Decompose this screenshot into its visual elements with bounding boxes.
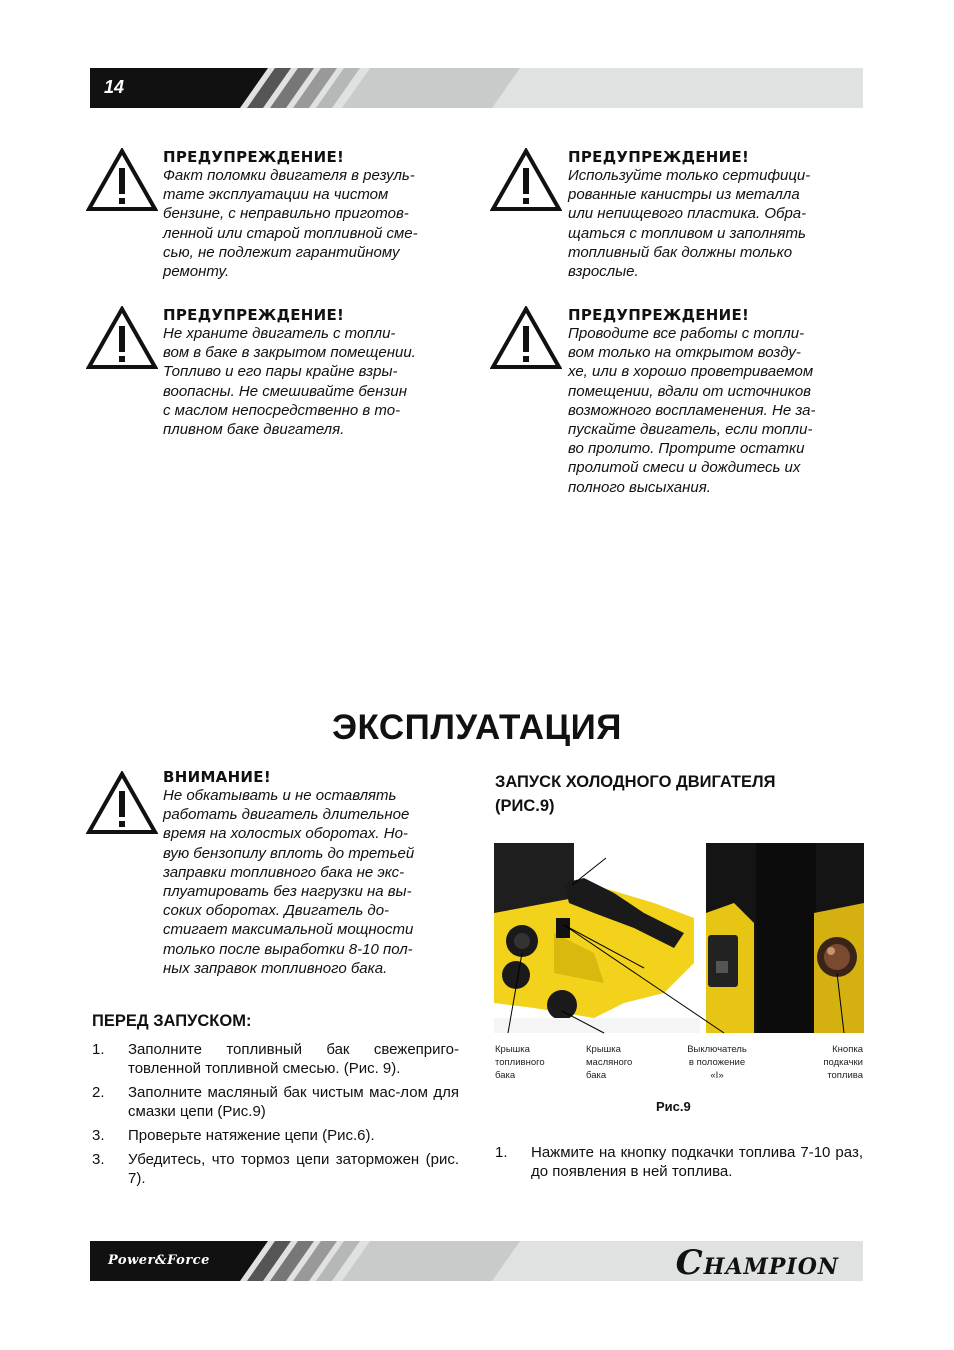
brand-logo: CHAMPION — [675, 1243, 839, 1283]
header-stripes — [90, 68, 863, 108]
attention-title: ВНИМАНИЕ! — [163, 768, 271, 786]
list-item: 3. Проверьте натяжение цепи (Рис.6). — [92, 1127, 375, 1144]
section-title: ЭКСПЛУАТАЦИЯ — [332, 708, 622, 747]
footer-bar — [90, 1241, 863, 1281]
warning-icon — [86, 771, 158, 835]
warning-title: ПРЕДУПРЕЖДЕНИЕ! — [163, 306, 345, 324]
chainsaw-photo — [494, 843, 864, 1043]
label-primer: Кнопка подкачки топлива — [823, 1044, 863, 1081]
list-item: 2. Заполните масляный бак чистым мас-лом для смазки цепи (Рис.9) — [92, 1084, 459, 1120]
warning-icon — [490, 148, 562, 212]
before-start-list — [92, 1040, 459, 1193]
label-oil-cap: Крышка масляного бака — [586, 1044, 633, 1081]
attention-text: Не обкатывать и не оставлять работать двигатель длительное время на холостых оборотах. Но- вую бензопилу вплоть до третьей заправки топливного бака не экс- плуатировать без нагрузки на вы- соких оборотах. Двигатель до- стигает максимальной мощности только после выработки 8-10 пол- ных заправок топливного бака. — [163, 787, 415, 977]
list-item: 1. Заполните топливный бак свежеприго-товленной топливной смесью. (Рис. 9). — [92, 1041, 459, 1077]
label-switch: Выключатель в положение «I» — [687, 1044, 747, 1081]
warning-block — [490, 306, 863, 506]
oil-cap — [547, 990, 577, 1020]
warning-icon — [86, 306, 158, 370]
warning-title: ПРЕДУПРЕЖДЕНИЕ! — [568, 306, 750, 324]
header-bar — [90, 68, 863, 108]
cold-start-list — [495, 1143, 863, 1186]
attention-block — [86, 768, 459, 988]
warning-text: Используйте только сертифици- рованные канистры из металла или непищевого пластика. Обра- щаться с топливом и заполнять топливный бак должны только взрослые. — [568, 167, 811, 281]
warning-block — [86, 148, 459, 288]
warning-text: Не храните двигатель с топли- вом в баке в закрытом помещении. Топливо и его пары крайне взры- воопасны. Не смешивайте бензин с маслом непосредственно в то- пливном баке двигателя. — [163, 325, 416, 439]
label-fuel-cap: Крышка топливного бака — [495, 1044, 545, 1081]
cold-start-heading: ЗАПУСК ХОЛОДНОГО ДВИГАТЕЛЯ (РИС.9) — [495, 773, 776, 815]
warning-icon — [490, 306, 562, 370]
page-number: 14 — [104, 77, 125, 97]
figure-caption: Рис.9 — [656, 1099, 691, 1114]
warning-text: Факт поломки двигателя в резуль- тате эксплуатации на чистом бензине, с неправильно приготов- ленной или старой топливной сме- сью, не подлежит гарантийному ремонту. — [163, 167, 418, 281]
warning-text: Проводите все работы с топли- вом только на открытом возду- хе, или в хорошо проветриваемом помещении, вдали от источников возможного воспламенения. Не за- пускайте двигатель, если топли- во пролито. Протрите остатки пролитой смеси и дождитесь их полного высыхания. — [568, 325, 816, 496]
warning-title: ПРЕДУПРЕЖДЕНИЕ! — [568, 148, 750, 166]
list-item: 3. Убедитесь, что тормоз цепи заторможен (рис. 7). — [92, 1151, 459, 1187]
warning-block — [86, 306, 459, 446]
warning-block — [490, 148, 863, 288]
list-item: 1. Нажмите на кнопку подкачки топлива 7-10 раз, до появления в ней топлива. — [495, 1144, 863, 1180]
warning-title: ПРЕДУПРЕЖДЕНИЕ! — [163, 148, 345, 166]
series-logo: Power&Force — [108, 1253, 210, 1268]
warning-icon — [86, 148, 158, 212]
before-start-heading: ПЕРЕД ЗАПУСКОМ: — [92, 1012, 252, 1030]
